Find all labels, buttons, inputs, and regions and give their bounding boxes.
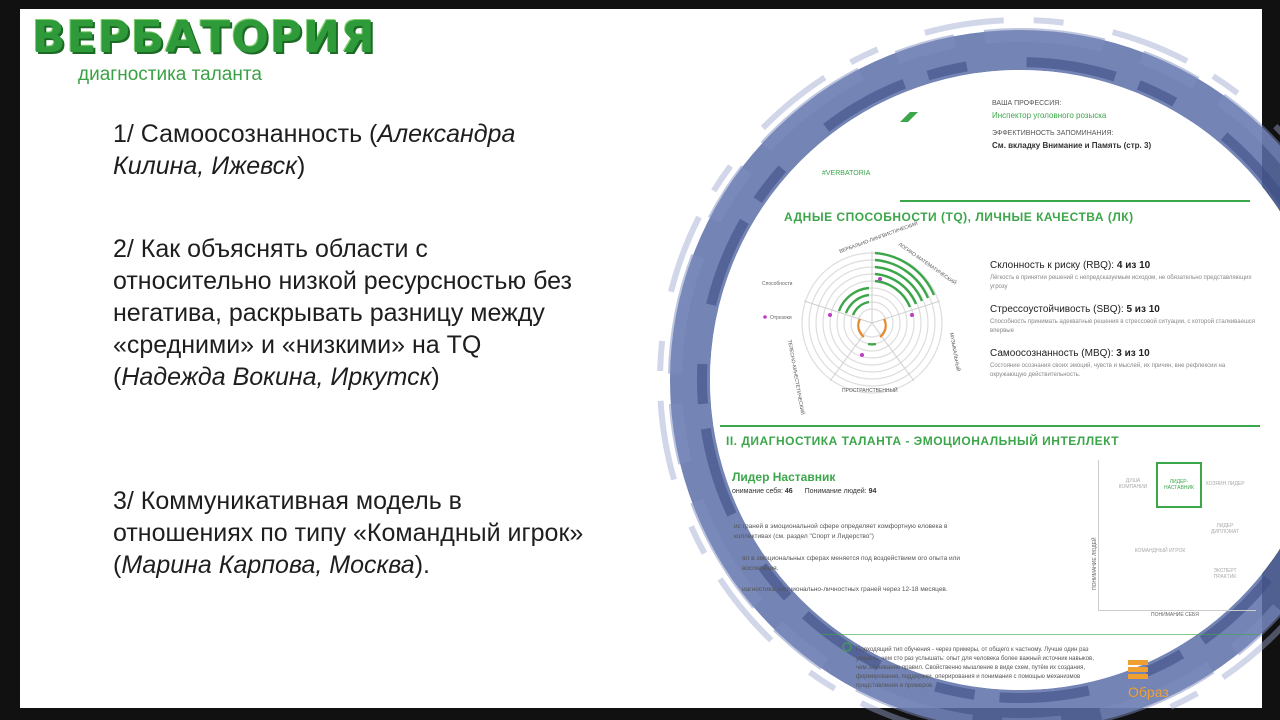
grid-cell-diplomat: ЛИДЕР ДИПЛОМАТ <box>1211 523 1239 535</box>
bullet-3-text: 3/ Коммуникативная модель в отношениях по типу «Командный игрок» ( <box>113 487 584 579</box>
radar-axis-verbal: ВЕРБАЛЬНО-ЛИНГВИСТИЧЕСКИЙ <box>838 220 919 255</box>
quote-icon <box>842 642 852 652</box>
grid-cell-expert: ЭКСПЕРТ ПРАКТИК <box>1213 568 1237 580</box>
logo-subtitle: диагностика таланта <box>78 64 262 85</box>
grid-cell-team-player: КОМАНДНЫЙ ИГРОК <box>1134 548 1186 554</box>
report-document <box>720 80 1260 708</box>
bullet-1-author: Александра Килина, Ижевск <box>113 120 516 180</box>
profession-label: ВАША ПРОФЕССИЯ: <box>992 100 1062 107</box>
bullet-1-text: 1/ Самоосознанность ( <box>113 120 378 148</box>
brand-logo <box>30 10 376 90</box>
bullet-2-tail: ) <box>431 363 440 391</box>
metric-self: Самоосознанность (MBQ): 3 из 10 <box>990 348 1150 359</box>
axis-y-label: ПОНИМАНИЕ ЛЮДЕЙ <box>1092 537 1098 590</box>
radar-legend-segments: Отрезоки <box>770 315 792 321</box>
hashtag: #VERBATORIA <box>822 170 871 177</box>
metric-stress-desc: Способность принимать адекватные решения в стрессовой ситуации, с которой сталкиваешся впервые <box>990 319 1256 334</box>
bullet-item-3 <box>113 485 593 581</box>
radar-legend-abilities: Способности <box>762 281 793 287</box>
radar-axis-logic: ЛОГИКО-МАТЕМАТИЧЕСКИЙ <box>896 241 958 287</box>
top-letterbox <box>0 0 1280 9</box>
memory-value: См. вкладку Внимание и Память (стр. 3) <box>992 141 1152 150</box>
grid-cell-soul: ДУША КОМПАНИИ <box>1118 478 1148 490</box>
footer-text: Подходящий тип обучения - через примеры, от общего к частному. Лучше один раз увидеть, чем сто раз услышать: опыт для человека более важный источник навыков, чем заучивание правил. Свойственно мышление в виде схем, путём их создания, формирования, поддержки, оперирования и понимания с помощью механизмов представления и примеров. <box>856 647 1094 689</box>
axis-x-label: ПОНИМАНИЕ СЕБЯ <box>1151 612 1199 618</box>
metric-risk-desc: Лёгкость в принятии решений с непредсказуемым исходом, не обязательно представляющих угрозу <box>990 275 1252 290</box>
bullet-1-tail: ) <box>296 152 306 180</box>
bullet-2-text: 2/ Как объяснять области с относительно низкой ресурсностью без негатива, раскрывать разницу между «средними» и «низкими» на TQ ( <box>113 235 572 391</box>
logo-title: ВЕРБАТОРИЯ <box>32 12 376 63</box>
radar-axis-spatial: ПРОСТРАНСТВЕННЫЙ <box>842 388 898 394</box>
radar-axis-kinesthetic: ТЕЛЕСНО-КИНЕСТЕТИЧЕСКИЙ <box>786 339 806 416</box>
eq-grid <box>1092 460 1256 620</box>
divider <box>900 200 1250 202</box>
left-letterbox <box>0 0 20 720</box>
grid-cell-leader-mentor: ЛИДЕР-НАСТАВНИК <box>1156 462 1202 508</box>
paragraph-2: ял в эмоциональных сферах меняется под воздействием ого опыта или воспитания. <box>742 555 961 572</box>
scores-line: онимание себя: 46 Понимание людей: 94 <box>732 488 877 495</box>
paragraph-1: ис граней в эмоциональной сфере определяет комфортную еловека в коллективах (см. раздел "Спорт и Лидерство") <box>734 523 948 540</box>
bullet-item-2 <box>113 233 593 393</box>
section1-heading: АДНЫЕ СПОСОБНОСТИ (TQ), ЛИЧНЫЕ КАЧЕСТВА (ЛК) <box>784 210 1134 224</box>
metric-risk: Склонность к риску (RBQ): 4 из 10 <box>990 260 1151 271</box>
footer-brand: Образ <box>1128 684 1169 700</box>
bullet-3-author: Марина Карпова, Москва <box>121 551 415 579</box>
stack-icon <box>1126 658 1156 684</box>
profession-value: Инспектор уголовного розыска <box>992 111 1107 120</box>
bullet-item-1 <box>113 118 593 182</box>
paragraph-3: иагностика эмоционально-личностных граней через 12-18 месяцев. <box>742 586 948 593</box>
section2-heading: II. ДИАГНОСТИКА ТАЛАНТА - ЭМОЦИОНАЛЬНЫЙ ИНТЕЛЛЕКТ <box>726 434 1120 448</box>
radar-axis-music: МУЗЫКАЛЬНЫЙ <box>948 332 961 372</box>
metric-stress: Стрессоустойчивость (SBQ): 5 из 10 <box>990 304 1160 315</box>
bullet-3-tail: ). <box>414 551 430 579</box>
grid-cell-host: ХОЗЯИН ЛИДЕР <box>1205 481 1245 487</box>
metric-self-desc: Состояние осознания своих эмоций, чувств и мыслей, их причин, вне рефлексии на окружающую действительность. <box>990 363 1226 378</box>
memory-label: ЭФФЕКТИВНОСТЬ ЗАПОМИНАНИЯ: <box>992 130 1114 137</box>
leaf-icon <box>898 110 920 124</box>
radar-chart <box>760 220 990 416</box>
bullet-2-author: Надежда Вокина, Иркутск <box>121 363 432 391</box>
type-name: Лидер Наставник <box>732 470 836 484</box>
divider-3 <box>820 634 1260 635</box>
divider-2 <box>720 425 1260 427</box>
